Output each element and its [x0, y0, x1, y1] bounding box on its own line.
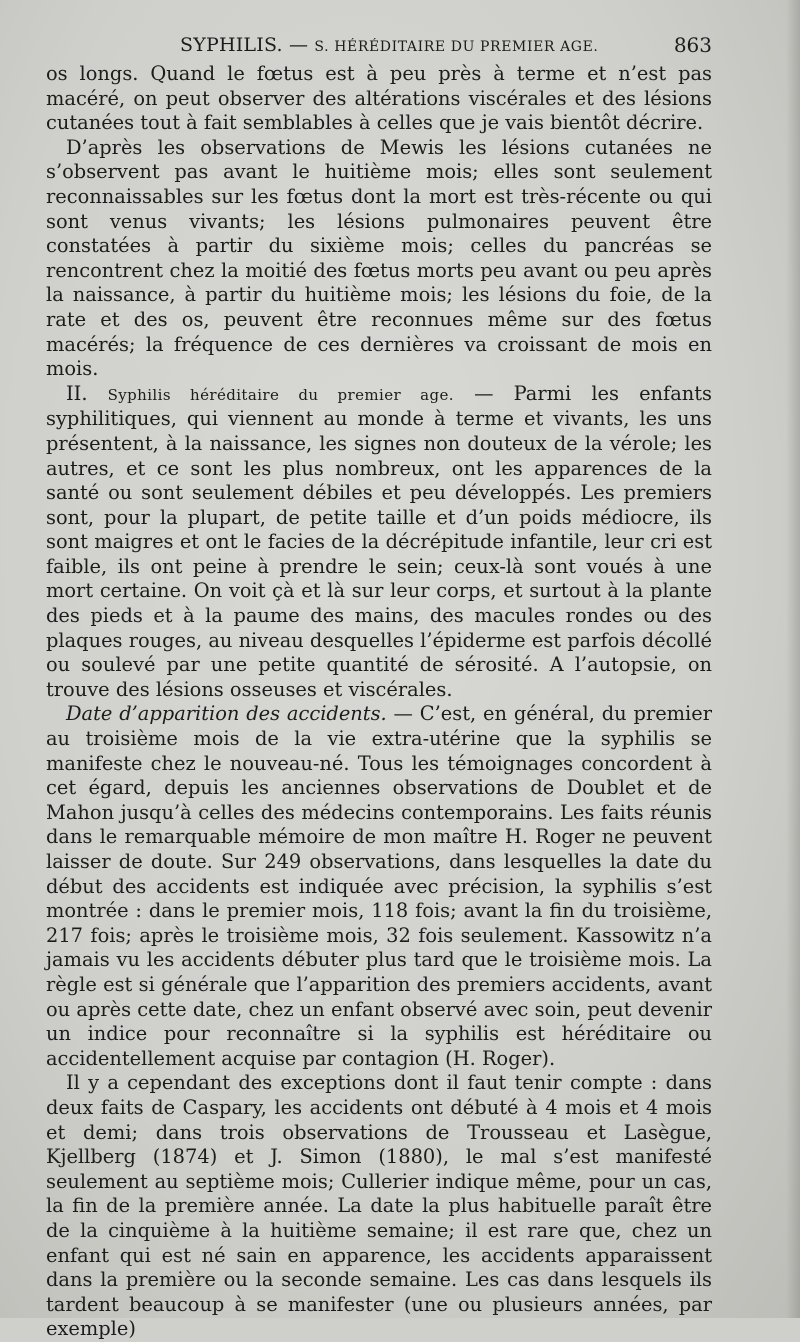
paragraph-3	[46, 382, 712, 703]
paragraph-2: D’après les observations de Mewis les lésions cutanées ne s’observent pas avant le huitième mois; elles sont seulement reconnaissables sur les fœtus dont la mort est très-récente ou qui sont venus vivants; les lésions pulmonaires peuvent être constatées à partir du sixième mois; celles du pancréas se rencontrent chez la moitié des fœtus morts peu avant ou peu après la naissance, à partir du huitième mois; les lésions du foie, de la rate et des os, peuvent être reconnues même sur des fœtus macérés; la fréquence de ces dernières va croissant de mois en mois.	[46, 135, 712, 381]
paragraph-1: os longs. Quand le fœtus est à peu près à terme et n’est pas macéré, on peut observer des altérations viscérales et des lésions cutanées tout à fait semblables à celles que je vais bientôt décrire.	[46, 62, 712, 135]
running-header	[46, 28, 712, 62]
section-heading: Syphilis héréditaire du premier age.	[107, 385, 454, 404]
running-title-sub: S. HÉRÉDITAIRE DU PREMIER AGE.	[314, 39, 599, 55]
paragraph-3-text: — Parmi les enfants syphilitiques, qui viennent au monde à terme et vivants, les uns présentent, à la naissance, les signes non douteux de la vérole; les autres, et ce sont les plus nombreux, ont les apparences de la santé ou sont seulement débiles et peu développés. Les premiers sont, pour la plupart, de petite taille et d’un poids médiocre, ils sont maigres et ont le facies de la décrépitude infantile, leur cri est faible, ils ont peine à prendre le sein; ceux-là sont voués à une mort certaine. On voit çà et là sur leur corps, et surtout à la plante des pieds et à la paume des mains, des macules rondes ou des plaques rouges, au niveau desquelles l’épiderme est parfois décollé ou soulevé par une petite quantité de sérosité. A l’autopsie, on trouve des lésions osseuses et viscérales.	[46, 381, 713, 701]
section-number: II.	[66, 381, 108, 405]
book-page	[46, 28, 712, 1342]
paragraph-4-text: — C’est, en général, du premier au troisième mois de la vie extra-utérine que la syphilis se manifeste chez le nouveau-né. Tous les témoignages concordent à cet égard, depuis les anciennes observations de Doublet et de Mahon jusqu’à celles des médecins contemporains. Les faits réunis dans le remarquable mémoire de mon maître H. Roger ne peuvent laisser de doute. Sur 249 observations, dans lesquelles la date du début des accidents est indiquée avec précision, la syphilis s’est montrée : dans le premier mois, 118 fois; avant la fin du troisième, 217 fois; après le troisième mois, 32 fois seulement. Kassowitz n’a jamais vu les accidents débuter plus tard que le troisième mois. La règle est si générale que l’apparition des premiers accidents, avant ou après cette date, chez un enfant observé avec soin, peut devenir un indice pour reconnaître si la syphilis est héréditaire ou accidentellement acquise par contagion (H. Roger).	[46, 702, 712, 1070]
subsection-heading: Date d’apparition des accidents.	[66, 702, 387, 726]
paragraph-5: Il y a cependant des exceptions dont il faut tenir compte : dans deux faits de Caspary, les accidents ont débuté à 4 mois et 4 mois et demi; dans trois observations de Trousseau et Lasègue, Kjellberg (1874) et J. Simon (1880), le mal s’est manifesté seulement au septième mois; Cullerier indique même, pour un cas, la fin de la première année. La date la plus habituelle paraît être de la cinquième à la huitième semaine; il est rare que, chez un enfant qui est né sain en apparence, les accidents apparaissent dans la première ou la seconde semaine. Les cas dans lesquels ils tardent beaucoup à se manifester (une ou plusieurs années, par exemple)	[46, 1071, 712, 1341]
running-title-main: SYPHILIS. —	[180, 34, 315, 56]
paragraph-4	[46, 702, 712, 1071]
page-number: 863	[673, 33, 712, 57]
body-text	[46, 62, 712, 1342]
running-title	[180, 28, 598, 64]
page-edge-shadow	[786, 0, 800, 1318]
